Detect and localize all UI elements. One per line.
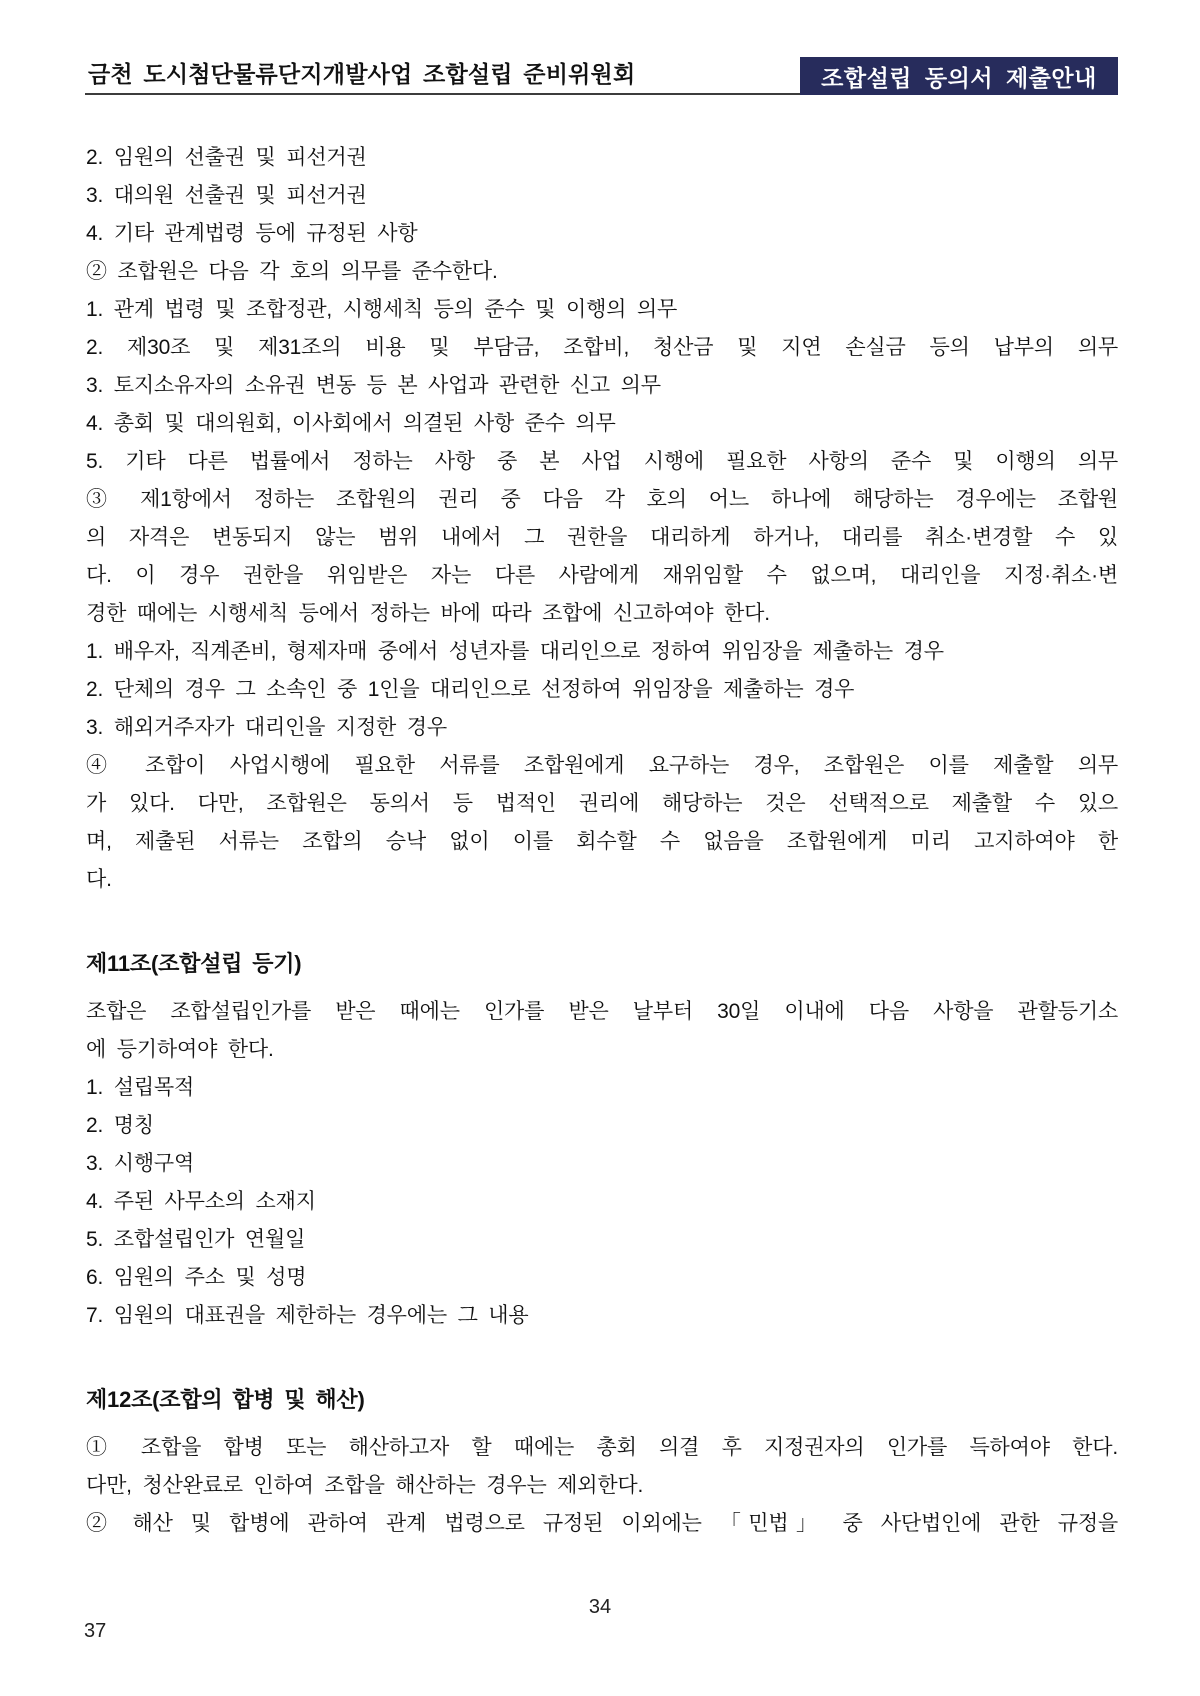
body-line: 2. 단체의 경우 그 소속인 중 1인을 대리인으로 선정하여 위임장을 제출하는 경우: [86, 678, 855, 701]
committee-title: 금천 도시첨단물류단지개발사업 조합설립 준비위원회: [88, 61, 636, 87]
body-line: 5. 조합설립인가 연월일: [86, 1228, 306, 1251]
body-line: 경한 때에는 시행세칙 등에서 정하는 바에 따라 조합에 신고하여야 한다.: [86, 602, 770, 625]
body-line: 2. 임원의 선출권 및 피선거권: [86, 146, 367, 169]
page-number-left: 37: [84, 1620, 107, 1642]
body-line: 다.: [86, 868, 112, 891]
body-line: 조합은 조합설립인가를 받은 때에는 인가를 받은 날부터 30일 이내에 다음 사항을 관할등기소: [86, 1000, 1118, 1023]
body-line: 7. 임원의 대표권을 제한하는 경우에는 그 내용: [86, 1304, 529, 1327]
body-line: 1. 배우자, 직계존비, 형제자매 중에서 성년자를 대리인으로 정하여 위임장을 제출하는 경우: [86, 640, 944, 663]
body-line: ③ 제1항에서 정하는 조합원의 권리 중 다음 각 호의 어느 하나에 해당하는 경우에는 조합원: [86, 488, 1118, 511]
body-line: 3. 시행구역: [86, 1152, 195, 1175]
body-line: 에 등기하여야 한다.: [86, 1038, 274, 1061]
body-line: 의 자격은 변동되지 않는 범위 내에서 그 권한을 대리하게 하거나, 대리를 취소·변경할 수 있: [86, 526, 1118, 549]
section-heading-article-11: 제11조(조합설립 등기): [86, 951, 302, 976]
section-heading-article-12: 제12조(조합의 합병 및 해산): [86, 1387, 365, 1412]
body-line: 4. 총회 및 대의원회, 이사회에서 의결된 사항 준수 의무: [86, 412, 616, 435]
body-line: ① 조합을 합병 또는 해산하고자 할 때에는 총회 의결 후 지정권자의 인가를 득하여야 한다.: [86, 1436, 1118, 1459]
body-line: 다만, 청산완료로 인하여 조합을 해산하는 경우는 제외한다.: [86, 1474, 644, 1497]
body-line: 다. 이 경우 권한을 위임받은 자는 다른 사람에게 재위임할 수 없으며, 대리인을 지정·취소·변: [86, 564, 1118, 587]
body-line: ② 조합원은 다음 각 호의 의무를 준수한다.: [86, 260, 498, 283]
document-body: [86, 139, 1118, 1543]
body-line: 6. 임원의 주소 및 성명: [86, 1266, 307, 1289]
body-line: 2. 제30조 및 제31조의 비용 및 부담금, 조합비, 청산금 및 지연 손실금 등의 납부의 의무: [86, 336, 1118, 359]
body-line: 4. 기타 관계법령 등에 규정된 사항: [86, 222, 418, 245]
body-line: 2. 명칭: [86, 1114, 154, 1137]
page-number-center: 34: [588, 1596, 612, 1618]
submission-guide-badge: 조합설립 동의서 제출안내: [800, 57, 1118, 95]
body-line: 5. 기타 다른 법률에서 정하는 사항 중 본 사업 시행에 필요한 사항의 준수 및 이행의 의무: [86, 450, 1118, 473]
body-line: 1. 관계 법령 및 조합정관, 시행세칙 등의 준수 및 이행의 의무: [86, 298, 678, 321]
body-line: 1. 설립목적: [86, 1076, 195, 1099]
body-line: 가 있다. 다만, 조합원은 동의서 등 법적인 권리에 해당하는 것은 선택적으로 제출할 수 있으: [86, 792, 1118, 815]
body-line: 며, 제출된 서류는 조합의 승낙 없이 이를 회수할 수 없음을 조합원에게 미리 고지하여야 한: [86, 830, 1118, 853]
body-line: 4. 주된 사무소의 소재지: [86, 1190, 316, 1213]
body-line: 3. 대의원 선출권 및 피선거권: [86, 184, 367, 207]
body-line: 3. 토지소유자의 소유권 변동 등 본 사업과 관련한 신고 의무: [86, 374, 661, 397]
body-line: 3. 해외거주자가 대리인을 지정한 경우: [86, 716, 447, 739]
body-line: ② 해산 및 합병에 관하여 관계 법령으로 규정된 이외에는 「민법」 중 사단법인에 관한 규정을: [86, 1512, 1118, 1535]
body-line: ④ 조합이 사업시행에 필요한 서류를 조합원에게 요구하는 경우, 조합원은 이를 제출할 의무: [86, 754, 1118, 777]
